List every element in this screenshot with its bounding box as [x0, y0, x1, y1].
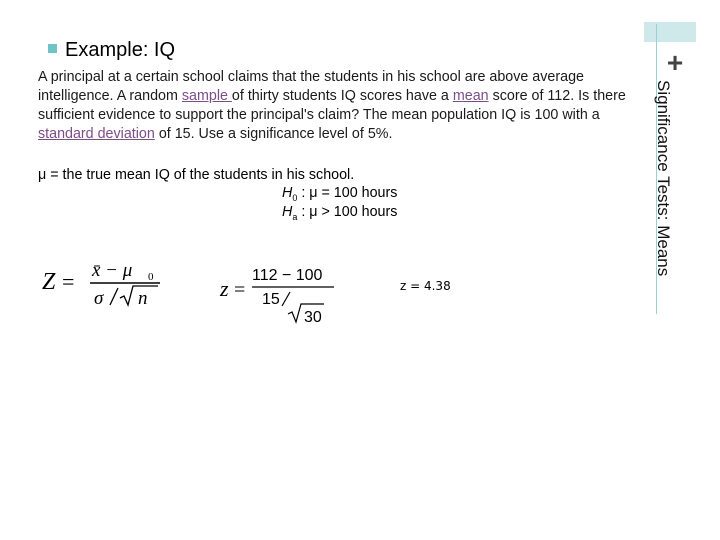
- formula-numerator: x̄ − μ: [92, 260, 133, 281]
- calc-slash-mark: [282, 292, 290, 306]
- link-mean[interactable]: mean: [452, 88, 489, 104]
- ha-text: : μ > 100 hours: [297, 204, 398, 220]
- problem-statement: [38, 68, 642, 144]
- heading-text: Example: IQ: [65, 39, 176, 61]
- formula-sigma: σ: [94, 288, 104, 309]
- plus-mark: +: [666, 47, 684, 78]
- square-bullet-icon: [48, 44, 57, 53]
- problem-text-4: of 15. Use a significance level of 5%.: [154, 126, 393, 142]
- z-statistic-formula: [40, 256, 170, 312]
- equals-sign: =: [62, 269, 75, 294]
- z-symbol: Z: [42, 269, 56, 295]
- link-sample[interactable]: sample: [181, 88, 232, 104]
- calc-numerator: 112 − 100: [252, 267, 323, 284]
- calc-equals-sign: =: [234, 279, 246, 301]
- accent-bar: [644, 22, 696, 42]
- calc-sigma: 15: [262, 291, 280, 308]
- ha-sub: a: [292, 211, 298, 222]
- h0-text: : μ = 100 hours: [297, 185, 398, 201]
- alternative-hypothesis: [282, 203, 397, 227]
- problem-text-1: A principal at a certain school claims that the students in his school are above average intelligence. A random: [38, 69, 584, 104]
- slash-mark: [110, 288, 118, 305]
- problem-text-3: score of 112. Is there sufficient evidence to support the principal's claim? The mean population IQ is 100 with a: [38, 88, 626, 123]
- formula-n: n: [138, 288, 148, 309]
- h0-sub: 0: [292, 192, 298, 203]
- slide-heading: [48, 38, 175, 62]
- ha-label: H: [282, 204, 293, 220]
- h0-label: H: [282, 185, 293, 201]
- side-title: Significance Tests: Means: [654, 80, 673, 277]
- calc-n: 30: [304, 309, 322, 326]
- link-standard-deviation[interactable]: standard deviation: [38, 126, 155, 142]
- z-result: z = 4.38: [400, 279, 451, 293]
- formula-numerator-sub: 0: [148, 271, 154, 283]
- z-calculation-formula: [218, 262, 398, 326]
- problem-text-2: of thirty students IQ scores have a: [231, 88, 453, 104]
- mu-definition: μ = the true mean IQ of the students in his school.: [38, 167, 355, 183]
- calc-z-symbol: z: [220, 276, 229, 301]
